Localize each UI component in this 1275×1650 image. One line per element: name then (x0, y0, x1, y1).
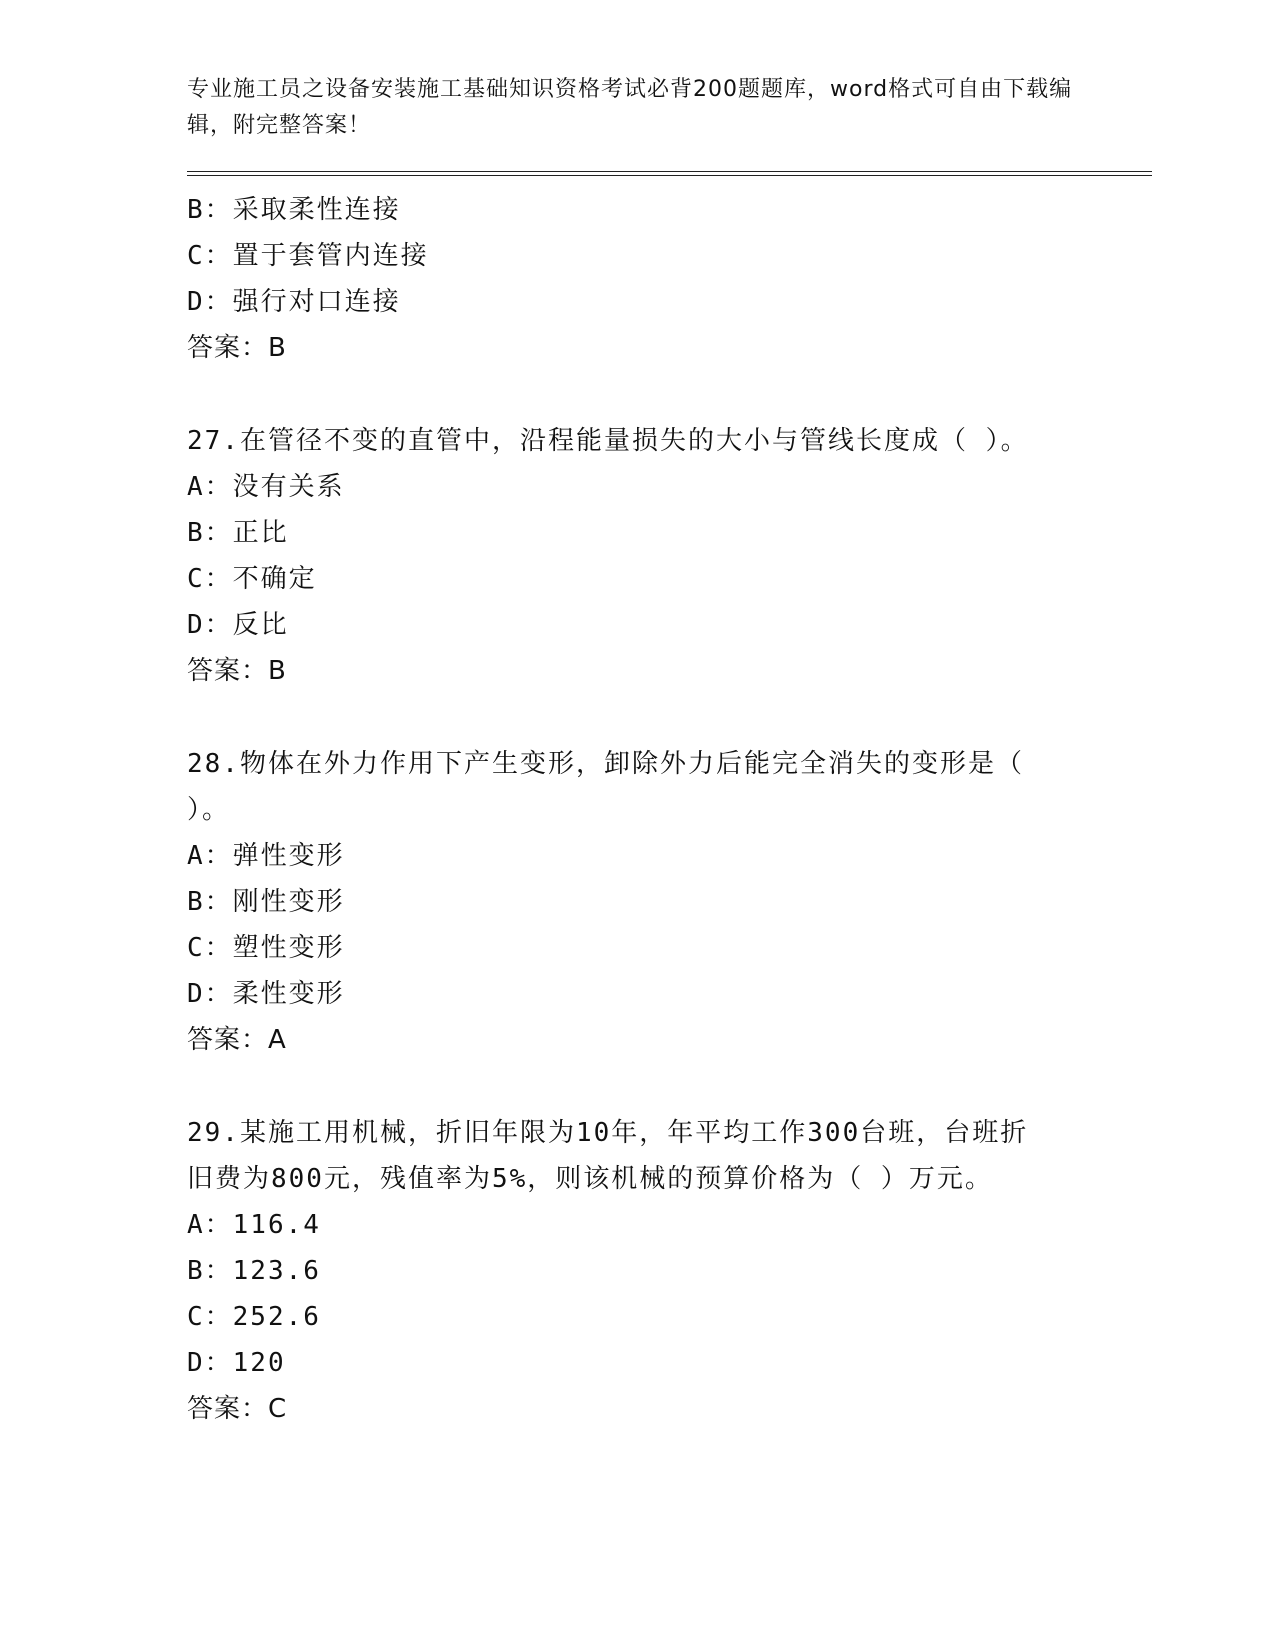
header-divider-top (187, 171, 1152, 172)
option-d: D：柔性变形 (187, 979, 345, 1009)
question-list (187, 187, 1067, 1432)
answer-line: 答案：A (187, 1025, 287, 1055)
option-a: A：没有关系 (187, 472, 345, 502)
question-stem-line-1: 29.某施工用机械，折旧年限为10年，年平均工作300台班，台班折 (187, 1118, 1029, 1148)
question-stem-line-1: 28.物体在外力作用下产生变形，卸除外力后能完全消失的变形是（ (187, 749, 1024, 779)
question-block-28 (187, 741, 1067, 1063)
question-block-29 (187, 1110, 1067, 1432)
option-a: A：116.4 (187, 1210, 321, 1240)
option-b: B：刚性变形 (187, 887, 345, 917)
option-a: A：弹性变形 (187, 841, 345, 871)
header-divider-bottom (187, 175, 1152, 176)
question-stem-line-2: 旧费为800元，残值率为5%，则该机械的预算价格为（ ）万元。 (187, 1164, 993, 1194)
answer-line: 答案：B (187, 333, 287, 363)
option-c: C：置于套管内连接 (187, 241, 429, 271)
question-block-27 (187, 418, 1067, 694)
option-c: C：252.6 (187, 1302, 321, 1332)
option-d: D：120 (187, 1348, 286, 1378)
question-block-26-continued (187, 187, 1067, 371)
option-d: D：强行对口连接 (187, 287, 401, 317)
header-title: 专业施工员之设备安装施工基础知识资格考试必背200题题库，word格式可自由下载编辑，附完整答案！ (187, 77, 1073, 138)
document-header (187, 72, 1087, 144)
option-b: B：采取柔性连接 (187, 195, 401, 225)
option-d: D：反比 (187, 610, 289, 640)
option-b: B：123.6 (187, 1256, 321, 1286)
question-stem-line-2: ）。 (187, 795, 231, 825)
option-b: B：正比 (187, 518, 289, 548)
option-c: C：不确定 (187, 564, 317, 594)
question-stem: 27.在管径不变的直管中，沿程能量损失的大小与管线长度成（ ）。 (187, 426, 1029, 456)
answer-line: 答案：C (187, 1394, 288, 1424)
answer-line: 答案：B (187, 656, 287, 686)
option-c: C：塑性变形 (187, 933, 345, 963)
